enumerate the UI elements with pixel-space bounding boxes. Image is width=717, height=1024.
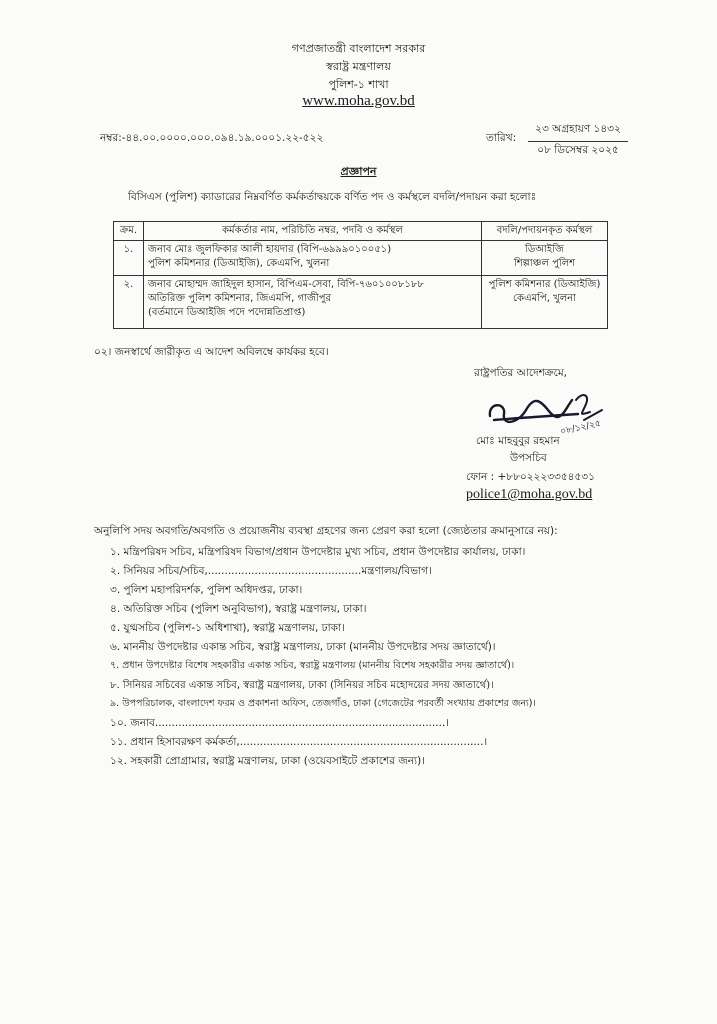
officer-position: অতিরিক্ত পুলিশ কমিশনার, জিএমপি, গাজীপুর bbox=[148, 293, 332, 304]
list-item: ৬. মাননীয় উপদেষ্টার একান্ত সচিব, স্বরাষ্ট্র মন্ত্রণালয়, ঢাকা (মাননীয় উপদেষ্টার সদয় জ্ঞাতার্থে)। bbox=[110, 641, 496, 653]
table-header-officer: কর্মকর্তার নাম, পরিচিতি নম্বর, পদবি ও কর্মস্থল bbox=[144, 222, 482, 241]
table-header-serial: ক্রম. bbox=[114, 222, 144, 241]
list-item: ৮. সিনিয়র সচিবের একান্ত সচিব, স্বরাষ্ট্র মন্ত্রণালয়, ঢাকা (সিনিয়র সচিব মহোদয়ের সদয় জ্ঞাতার্থে)। bbox=[110, 680, 494, 691]
table-header-row bbox=[114, 222, 608, 241]
posting-place: শিল্পাঞ্চল পুলিশ bbox=[513, 258, 576, 269]
table-header-posting: বদলি/পদায়নকৃত কর্মস্থল bbox=[482, 222, 608, 241]
branch-name: পুলিশ-১ শাখা bbox=[328, 78, 389, 91]
signatory-email-link[interactable]: police1@moha.gov.bd bbox=[466, 487, 593, 502]
copies-heading: অনুলিপি সদয় অবগতি/অবগতি ও প্রয়োজনীয় ব্যবস্থা গ্রহণের জন্য প্রেরণ করা হলো (জ্যেষ্ঠতার ক্রমানুসারে নয়): bbox=[94, 525, 558, 537]
officer-note: (বর্তমানে ডিআইজি পদে পদোন্নতিপ্রাপ্ত) bbox=[148, 307, 306, 318]
row-posting bbox=[482, 241, 608, 276]
list-item: ১০. জনাব.......................................................................................। bbox=[110, 717, 449, 729]
document-title: প্রজ্ঞাপন bbox=[340, 165, 377, 178]
officer-name: জনাব মোহাম্মদ জাহিদুল হাসান, বিপিএম-সেবা, বিপি-৭৬০১০০৮১৮৮ bbox=[148, 279, 424, 290]
row-officer bbox=[144, 241, 482, 276]
list-item: ৭. প্রধান উপদেষ্টার বিশেষ সহকারীর একান্ত সচিব, স্বরাষ্ট্র মন্ত্রণালয় (মাননীয় বিশেষ সহকারীর সদয় জ্ঞাতার্থে)। bbox=[110, 660, 515, 671]
list-item: ২. সিনিয়র সচিব/সচিব,..............................................মন্ত্রণালয়/বিভাগ। bbox=[110, 565, 432, 577]
intro-text: বিসিএস (পুলিশ) ক্যাডারের নিম্নবর্ণিত কর্মকর্তাদ্বয়কে বর্ণিত পদ ও কর্মস্থলে বদলি/পদায়ন করা হলোঃ bbox=[128, 191, 537, 203]
by-order-text: রাষ্ট্রপতির আদেশক্রমে, bbox=[474, 367, 567, 379]
transfer-table bbox=[113, 221, 608, 329]
list-item: ১. মন্ত্রিপরিষদ সচিব, মন্ত্রিপরিষদ বিভাগ/প্রধান উপদেষ্টার মুখ্য সচিব, প্রধান উপদেষ্টার কার্যালয়, ঢাকা। bbox=[110, 546, 526, 558]
memo-number: নম্বর:-৪৪.০০.০০০০.০০০.০৯৪.১৯.০০০১.২২-৫২২ bbox=[100, 132, 324, 144]
posting-title: পুলিশ কমিশনার (ডিআইজি) bbox=[488, 279, 601, 290]
signatory-name: মোঃ মাহবুবুর রহমান bbox=[476, 435, 560, 447]
posting-place: কেএমপি, খুলনা bbox=[512, 293, 577, 304]
ministry-name: স্বরাষ্ট্র মন্ত্রণালয় bbox=[326, 60, 391, 73]
order-note: ০২। জনস্বার্থে জারীকৃত এ আদেশ অবিলম্বে কার্যকর হবে। bbox=[94, 346, 329, 358]
officer-position: পুলিশ কমিশনার (ডিআইজি), কেএমপি, খুলনা bbox=[148, 258, 330, 269]
list-item: ১২. সহকারী প্রোগ্রামার, স্বরাষ্ট্র মন্ত্রণালয়, ঢাকা (ওয়েবসাইটে প্রকাশের জন্য)। bbox=[110, 755, 425, 767]
table-row bbox=[114, 241, 608, 276]
ministry-website-link[interactable]: www.moha.gov.bd bbox=[302, 93, 415, 109]
row-officer bbox=[144, 276, 482, 329]
list-item: ৯. উপপরিচালক, বাংলাদেশ ফরম ও প্রকাশনা অফিস, তেজগাঁও, ঢাকা (গেজেটের পরবর্তী সংখ্যায় প্রকাশের জন্য)। bbox=[110, 698, 536, 709]
list-item: ৪. অতিরিক্ত সচিব (পুলিশ অনুবিভাগ), স্বরাষ্ট্র মন্ত্রণালয়, ঢাকা। bbox=[110, 603, 367, 615]
row-posting bbox=[482, 276, 608, 329]
government-name: গণপ্রজাতন্ত্রী বাংলাদেশ সরকার bbox=[291, 42, 426, 55]
signature-date: ০৮/১২/২৫ bbox=[559, 418, 602, 438]
row-serial: ১. bbox=[114, 241, 144, 276]
row-serial: ২. bbox=[114, 276, 144, 329]
officer-name: জনাব মোঃ জুলফিকার আলী হায়দার (বিপি-৬৯৯৯০১০০৫১) bbox=[148, 244, 392, 255]
date-english: ০৮ ডিসেম্বর ২০২৫ bbox=[537, 144, 619, 156]
posting-title: ডিআইজি bbox=[525, 244, 564, 255]
list-item: ৫. যুগ্মসচিব (পুলিশ-১ অধিশাখা), স্বরাষ্ট্র মন্ত্রণালয়, ঢাকা। bbox=[110, 622, 345, 634]
list-item: ৩. পুলিশ মহাপরিদর্শক, পুলিশ অধিদপ্তর, ঢাকা। bbox=[110, 584, 303, 596]
signatory-phone: ফোন : +৮৮০২২২৩৩৫৪৫৩১ bbox=[466, 471, 595, 483]
signatory-designation: উপসচিব bbox=[510, 452, 547, 464]
date-bangla: ২৩ অগ্রহায়ণ ১৪৩২ bbox=[528, 122, 628, 142]
date-label: তারিখ: bbox=[486, 132, 517, 144]
table-row bbox=[114, 276, 608, 329]
list-item: ১১. প্রধান হিসাবরক্ষণ কর্মকর্তা,.........................................................................। bbox=[110, 736, 488, 748]
